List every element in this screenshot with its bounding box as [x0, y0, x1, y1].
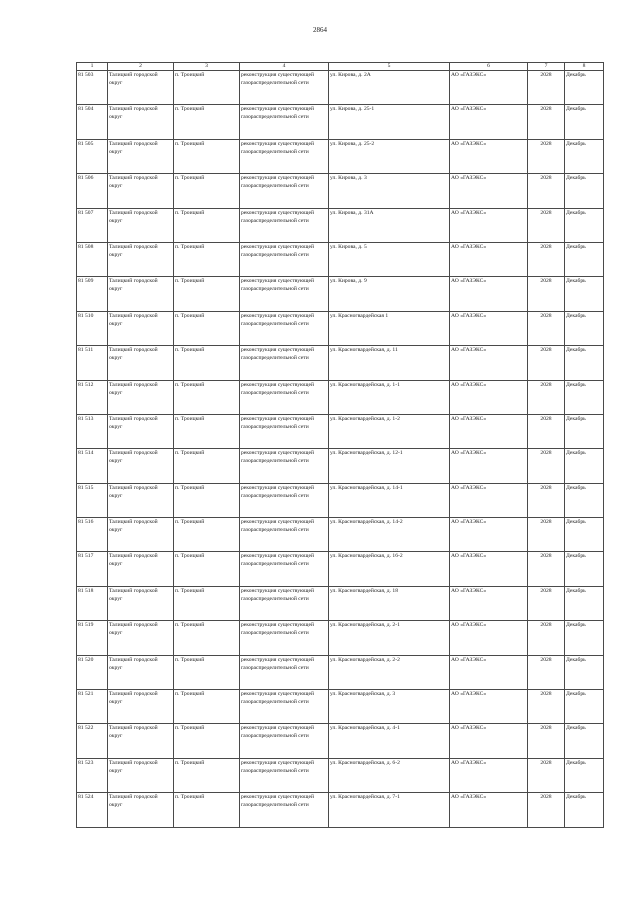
row-number-cell: 81 510: [77, 311, 108, 345]
row-number-cell: 81 505: [77, 139, 108, 173]
year-cell: 2028: [528, 655, 565, 689]
row-number-cell: 81 516: [77, 518, 108, 552]
work-type-cell: реконструкция существующей газораспределительной сети: [240, 277, 329, 311]
work-type-cell: реконструкция существующей газораспределительной сети: [240, 380, 329, 414]
settlement-cell: п. Троицкий: [174, 380, 240, 414]
address-cell: ул. Красногвардейская, д. 1-1: [329, 380, 450, 414]
district-cell: Талицкий городской округ: [108, 793, 174, 827]
address-cell: ул. Кирова, д. 25-2: [329, 139, 450, 173]
work-type-cell: реконструкция существующей газораспределительной сети: [240, 414, 329, 448]
address-cell: ул. Кирова, д. 9: [329, 277, 450, 311]
address-cell: ул. Красногвардейская, д. 4-1: [329, 724, 450, 758]
organization-cell: АО «ГАЗЭКС»: [450, 311, 528, 345]
table-row: [77, 380, 604, 414]
column-number: 1: [77, 63, 108, 71]
column-number: 3: [174, 63, 240, 71]
work-type-cell: реконструкция существующей газораспределительной сети: [240, 242, 329, 276]
settlement-cell: п. Троицкий: [174, 139, 240, 173]
organization-cell: АО «ГАЗЭКС»: [450, 242, 528, 276]
month-cell: Декабрь: [565, 793, 604, 827]
row-number-cell: 81 509: [77, 277, 108, 311]
district-cell: Талицкий городской округ: [108, 380, 174, 414]
year-cell: 2028: [528, 174, 565, 208]
district-cell: Талицкий городской округ: [108, 242, 174, 276]
work-type-cell: реконструкция существующей газораспределительной сети: [240, 71, 329, 105]
address-cell: ул. Красногвардейская, д. 14-2: [329, 518, 450, 552]
month-cell: Декабрь: [565, 242, 604, 276]
organization-cell: АО «ГАЗЭКС»: [450, 552, 528, 586]
month-cell: Декабрь: [565, 380, 604, 414]
organization-cell: АО «ГАЗЭКС»: [450, 724, 528, 758]
table-row: [77, 724, 604, 758]
district-cell: Талицкий городской округ: [108, 311, 174, 345]
work-type-cell: реконструкция существующей газораспределительной сети: [240, 139, 329, 173]
address-cell: ул. Кирова, д. 31А: [329, 208, 450, 242]
work-type-cell: реконструкция существующей газораспределительной сети: [240, 724, 329, 758]
settlement-cell: п. Троицкий: [174, 758, 240, 792]
year-cell: 2028: [528, 277, 565, 311]
row-number-cell: 81 504: [77, 105, 108, 139]
address-cell: ул. Красногвардейская, д. 14-1: [329, 483, 450, 517]
row-number-cell: 81 519: [77, 621, 108, 655]
table-row: [77, 793, 604, 827]
month-cell: Декабрь: [565, 174, 604, 208]
month-cell: Декабрь: [565, 449, 604, 483]
settlement-cell: п. Троицкий: [174, 71, 240, 105]
row-number-cell: 81 514: [77, 449, 108, 483]
organization-cell: АО «ГАЗЭКС»: [450, 483, 528, 517]
row-number-cell: 81 508: [77, 242, 108, 276]
month-cell: Декабрь: [565, 139, 604, 173]
month-cell: Декабрь: [565, 655, 604, 689]
address-cell: ул. Красногвардейская, д. 3: [329, 690, 450, 724]
year-cell: 2028: [528, 586, 565, 620]
organization-cell: АО «ГАЗЭКС»: [450, 380, 528, 414]
address-cell: ул. Красногвардейская, д. 12-1: [329, 449, 450, 483]
work-type-cell: реконструкция существующей газораспределительной сети: [240, 483, 329, 517]
column-number: 6: [450, 63, 528, 71]
column-number-row: [77, 63, 604, 71]
month-cell: Декабрь: [565, 690, 604, 724]
district-cell: Талицкий городской округ: [108, 449, 174, 483]
month-cell: Декабрь: [565, 621, 604, 655]
district-cell: Талицкий городской округ: [108, 174, 174, 208]
address-cell: ул. Кирова, д. 5: [329, 242, 450, 276]
organization-cell: АО «ГАЗЭКС»: [450, 655, 528, 689]
district-cell: Талицкий городской округ: [108, 690, 174, 724]
month-cell: Декабрь: [565, 586, 604, 620]
district-cell: Талицкий городской округ: [108, 724, 174, 758]
settlement-cell: п. Троицкий: [174, 690, 240, 724]
work-type-cell: реконструкция существующей газораспределительной сети: [240, 621, 329, 655]
month-cell: Декабрь: [565, 346, 604, 380]
district-cell: Талицкий городской округ: [108, 277, 174, 311]
address-cell: ул. Красногвардейская 1: [329, 311, 450, 345]
month-cell: Декабрь: [565, 311, 604, 345]
table-row: [77, 346, 604, 380]
address-cell: ул. Красногвардейская, д. 2-1: [329, 621, 450, 655]
work-type-cell: реконструкция существующей газораспределительной сети: [240, 174, 329, 208]
organization-cell: АО «ГАЗЭКС»: [450, 758, 528, 792]
month-cell: Декабрь: [565, 483, 604, 517]
table-row: [77, 586, 604, 620]
year-cell: 2028: [528, 139, 565, 173]
district-cell: Талицкий городской округ: [108, 483, 174, 517]
row-number-cell: 81 518: [77, 586, 108, 620]
district-cell: Талицкий городской округ: [108, 518, 174, 552]
district-cell: Талицкий городской округ: [108, 346, 174, 380]
month-cell: Декабрь: [565, 71, 604, 105]
address-cell: ул. Кирова, д. 3: [329, 174, 450, 208]
table-row: [77, 690, 604, 724]
row-number-cell: 81 521: [77, 690, 108, 724]
district-cell: Талицкий городской округ: [108, 414, 174, 448]
settlement-cell: п. Троицкий: [174, 242, 240, 276]
month-cell: Декабрь: [565, 277, 604, 311]
table-row: [77, 655, 604, 689]
month-cell: Декабрь: [565, 724, 604, 758]
settlement-cell: п. Троицкий: [174, 655, 240, 689]
year-cell: 2028: [528, 71, 565, 105]
work-type-cell: реконструкция существующей газораспределительной сети: [240, 105, 329, 139]
organization-cell: АО «ГАЗЭКС»: [450, 174, 528, 208]
year-cell: 2028: [528, 208, 565, 242]
year-cell: 2028: [528, 552, 565, 586]
column-number: 7: [528, 63, 565, 71]
address-cell: ул. Красногвардейская, д. 11: [329, 346, 450, 380]
address-cell: ул. Красногвардейская, д. 16-2: [329, 552, 450, 586]
table-row: [77, 552, 604, 586]
settlement-cell: п. Троицкий: [174, 208, 240, 242]
settlement-cell: п. Троицкий: [174, 449, 240, 483]
address-cell: ул. Красногвардейская, д. 1-2: [329, 414, 450, 448]
settlement-cell: п. Троицкий: [174, 724, 240, 758]
address-cell: ул. Кирова, д. 2А: [329, 71, 450, 105]
organization-cell: АО «ГАЗЭКС»: [450, 277, 528, 311]
table-row: [77, 483, 604, 517]
district-cell: Талицкий городской округ: [108, 552, 174, 586]
work-type-cell: реконструкция существующей газораспределительной сети: [240, 758, 329, 792]
settlement-cell: п. Троицкий: [174, 793, 240, 827]
table-row: [77, 139, 604, 173]
row-number-cell: 81 515: [77, 483, 108, 517]
organization-cell: АО «ГАЗЭКС»: [450, 449, 528, 483]
table-row: [77, 174, 604, 208]
table-row: [77, 414, 604, 448]
settlement-cell: п. Троицкий: [174, 174, 240, 208]
table-row: [77, 71, 604, 105]
table-row: [77, 518, 604, 552]
district-cell: Талицкий городской округ: [108, 758, 174, 792]
month-cell: Декабрь: [565, 414, 604, 448]
year-cell: 2028: [528, 518, 565, 552]
table-row: [77, 242, 604, 276]
row-number-cell: 81 513: [77, 414, 108, 448]
year-cell: 2028: [528, 346, 565, 380]
organization-cell: АО «ГАЗЭКС»: [450, 208, 528, 242]
work-type-cell: реконструкция существующей газораспределительной сети: [240, 586, 329, 620]
work-type-cell: реконструкция существующей газораспределительной сети: [240, 449, 329, 483]
table-row: [77, 621, 604, 655]
address-cell: ул. Красногвардейская, д. 2-2: [329, 655, 450, 689]
table-row: [77, 758, 604, 792]
row-number-cell: 81 520: [77, 655, 108, 689]
year-cell: 2028: [528, 483, 565, 517]
table-row: [77, 105, 604, 139]
table-row: [77, 449, 604, 483]
page-number: 2864: [313, 26, 327, 34]
district-cell: Талицкий городской округ: [108, 105, 174, 139]
organization-cell: АО «ГАЗЭКС»: [450, 621, 528, 655]
work-type-cell: реконструкция существующей газораспределительной сети: [240, 518, 329, 552]
year-cell: 2028: [528, 690, 565, 724]
month-cell: Декабрь: [565, 105, 604, 139]
work-type-cell: реконструкция существующей газораспределительной сети: [240, 690, 329, 724]
year-cell: 2028: [528, 724, 565, 758]
year-cell: 2028: [528, 414, 565, 448]
work-type-cell: реконструкция существующей газораспределительной сети: [240, 346, 329, 380]
work-type-cell: реконструкция существующей газораспределительной сети: [240, 655, 329, 689]
month-cell: Декабрь: [565, 552, 604, 586]
year-cell: 2028: [528, 105, 565, 139]
district-cell: Талицкий городской округ: [108, 586, 174, 620]
column-number: 4: [240, 63, 329, 71]
month-cell: Декабрь: [565, 518, 604, 552]
row-number-cell: 81 507: [77, 208, 108, 242]
column-number: 2: [108, 63, 174, 71]
row-number-cell: 81 506: [77, 174, 108, 208]
work-type-cell: реконструкция существующей газораспределительной сети: [240, 208, 329, 242]
work-type-cell: реконструкция существующей газораспределительной сети: [240, 793, 329, 827]
organization-cell: АО «ГАЗЭКС»: [450, 690, 528, 724]
row-number-cell: 81 511: [77, 346, 108, 380]
year-cell: 2028: [528, 311, 565, 345]
year-cell: 2028: [528, 621, 565, 655]
district-cell: Талицкий городской округ: [108, 655, 174, 689]
row-number-cell: 81 517: [77, 552, 108, 586]
settlement-cell: п. Троицкий: [174, 277, 240, 311]
district-cell: Талицкий городской округ: [108, 71, 174, 105]
row-number-cell: 81 522: [77, 724, 108, 758]
organization-cell: АО «ГАЗЭКС»: [450, 586, 528, 620]
settlement-cell: п. Троицкий: [174, 552, 240, 586]
settlement-cell: п. Троицкий: [174, 414, 240, 448]
address-cell: ул. Красногвардейская, д. 18: [329, 586, 450, 620]
table-row: [77, 277, 604, 311]
organization-cell: АО «ГАЗЭКС»: [450, 105, 528, 139]
organization-cell: АО «ГАЗЭКС»: [450, 346, 528, 380]
organization-cell: АО «ГАЗЭКС»: [450, 71, 528, 105]
row-number-cell: 81 523: [77, 758, 108, 792]
district-cell: Талицкий городской округ: [108, 139, 174, 173]
settlement-cell: п. Троицкий: [174, 311, 240, 345]
year-cell: 2028: [528, 380, 565, 414]
organization-cell: АО «ГАЗЭКС»: [450, 414, 528, 448]
row-number-cell: 81 524: [77, 793, 108, 827]
year-cell: 2028: [528, 449, 565, 483]
settlement-cell: п. Троицкий: [174, 518, 240, 552]
year-cell: 2028: [528, 793, 565, 827]
organization-cell: АО «ГАЗЭКС»: [450, 139, 528, 173]
registry-body: [77, 71, 604, 828]
column-number: 5: [329, 63, 450, 71]
settlement-cell: п. Троицкий: [174, 621, 240, 655]
organization-cell: АО «ГАЗЭКС»: [450, 518, 528, 552]
row-number-cell: 81 503: [77, 71, 108, 105]
row-number-cell: 81 512: [77, 380, 108, 414]
year-cell: 2028: [528, 242, 565, 276]
work-type-cell: реконструкция существующей газораспределительной сети: [240, 311, 329, 345]
address-cell: ул. Кирова, д. 25-1: [329, 105, 450, 139]
table-row: [77, 208, 604, 242]
settlement-cell: п. Троицкий: [174, 483, 240, 517]
month-cell: Декабрь: [565, 208, 604, 242]
address-cell: ул. Красногвардейская, д. 7-1: [329, 793, 450, 827]
year-cell: 2028: [528, 758, 565, 792]
column-number: 8: [565, 63, 604, 71]
organization-cell: АО «ГАЗЭКС»: [450, 793, 528, 827]
registry-table: [76, 62, 604, 828]
settlement-cell: п. Троицкий: [174, 346, 240, 380]
settlement-cell: п. Троицкий: [174, 586, 240, 620]
month-cell: Декабрь: [565, 758, 604, 792]
settlement-cell: п. Троицкий: [174, 105, 240, 139]
district-cell: Талицкий городской округ: [108, 621, 174, 655]
district-cell: Талицкий городской округ: [108, 208, 174, 242]
table-row: [77, 311, 604, 345]
work-type-cell: реконструкция существующей газораспределительной сети: [240, 552, 329, 586]
address-cell: ул. Красногвардейская, д. 6-2: [329, 758, 450, 792]
